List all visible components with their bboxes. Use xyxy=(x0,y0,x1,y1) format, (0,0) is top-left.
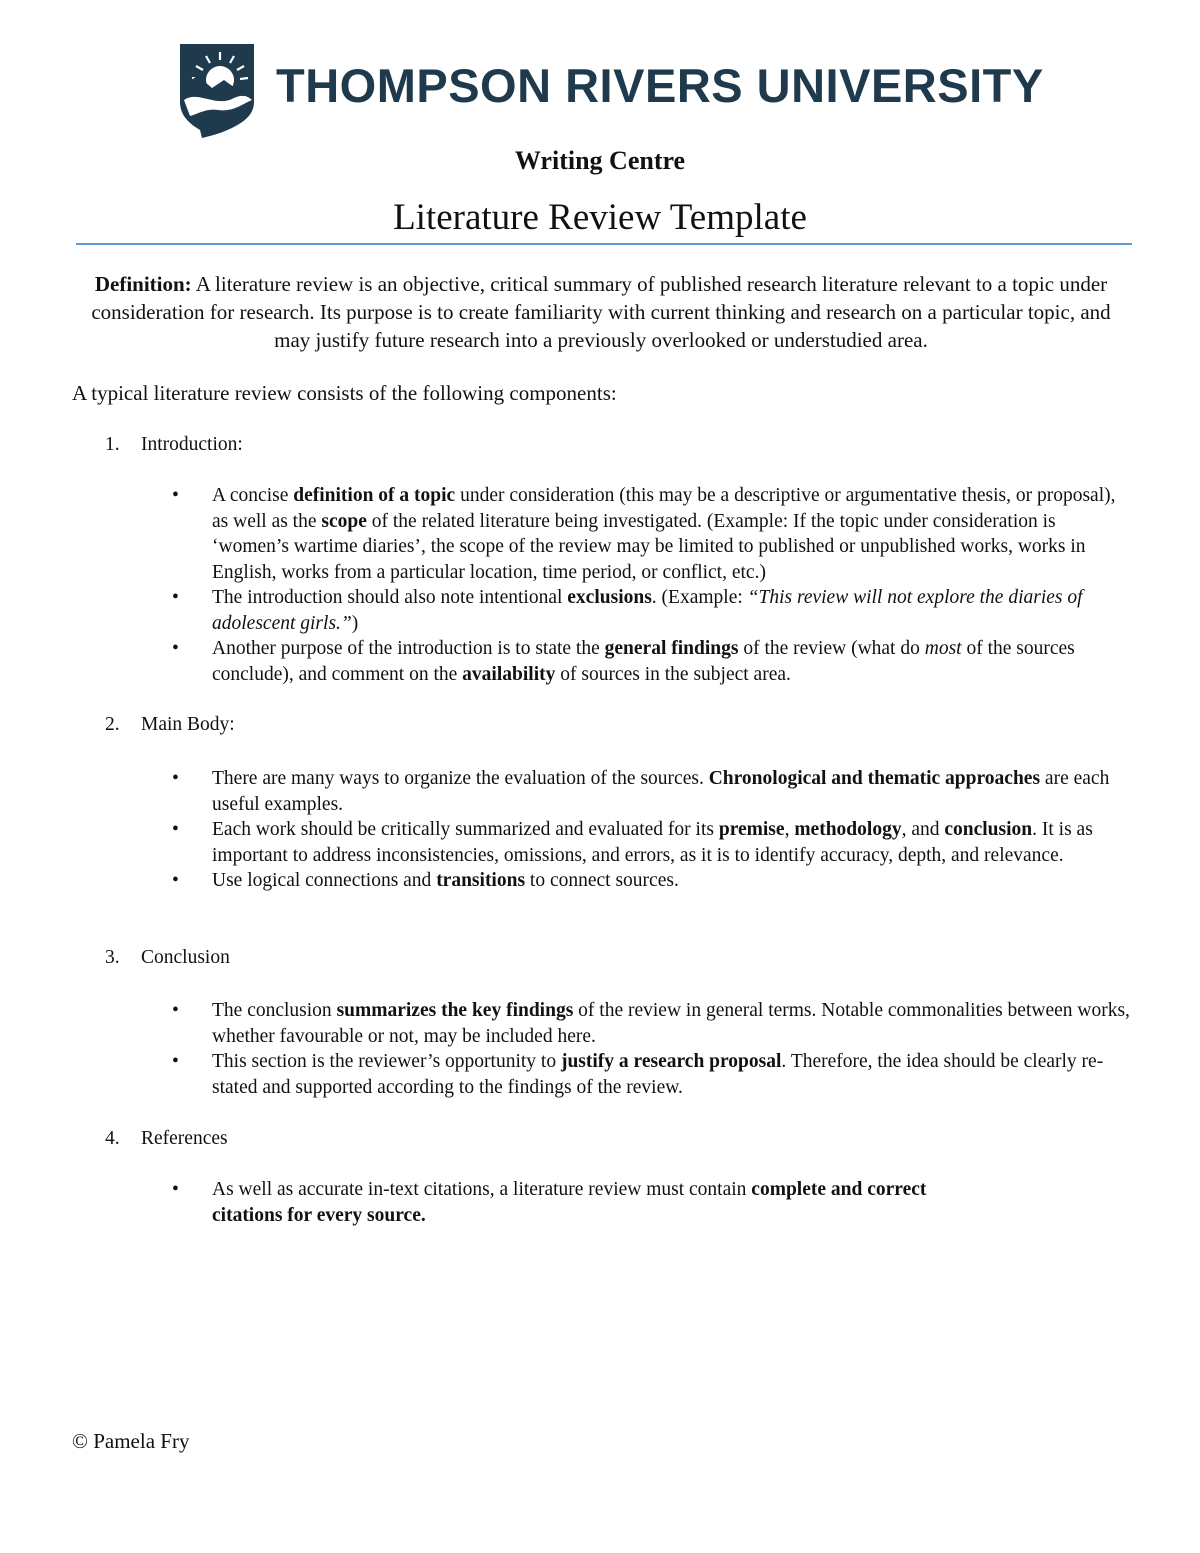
bold-text: availability xyxy=(462,663,556,685)
university-name: THOMPSON RIVERS UNIVERSITY xyxy=(276,59,1044,112)
bullet-text: of the review in general terms. Notable commonalities between works, whether favourable or not, may be included here. xyxy=(212,1000,1130,1047)
bullet-icon: • xyxy=(172,1051,179,1072)
bullet-item xyxy=(172,998,1132,1049)
bullet-text: There are many ways to organize the evaluation of the sources. xyxy=(212,768,709,789)
definition-text: A literature review is an objective, critical summary of published research literature relevant to a topic under consideration for research. Its purpose is to create familiarity with current thinking and research on a particular topic, and may justify future research into a previously overlooked or understudied area. xyxy=(91,272,1111,352)
bold-text: complete and correct citations for every source. xyxy=(212,1179,927,1226)
bullet-text: A concise xyxy=(212,485,294,506)
bullet-text: Each work should be critically summarized and evaluated for its xyxy=(212,819,719,840)
bold-text: Chronological and thematic approaches xyxy=(708,768,1041,789)
italic-text: “This review will not explore the diaries of adolescent girls.” xyxy=(212,587,1083,634)
bullet-text: Use logical connections and xyxy=(212,870,437,891)
bold-text: premise xyxy=(718,819,785,840)
bold-text: general findings xyxy=(604,638,739,659)
section-number: 3. xyxy=(105,947,120,968)
bullet-icon: • xyxy=(172,587,179,608)
italic-text: most xyxy=(924,638,962,659)
bullet-text: As well as accurate in-text citations, a literature review must contain xyxy=(212,1179,752,1200)
bullet-item xyxy=(172,817,1132,868)
bold-text: summarizes the key findings xyxy=(336,1000,574,1021)
copyright-footer: © Pamela Fry xyxy=(72,1429,190,1453)
bold-text: exclusions xyxy=(567,587,652,608)
bullet-icon: • xyxy=(172,1179,179,1200)
section-label: Introduction: xyxy=(141,434,243,455)
bullet-text: The introduction should also note intentional xyxy=(212,587,568,608)
bullet-text: The conclusion xyxy=(212,1000,337,1021)
bullet-item xyxy=(172,585,1132,636)
section-label: Main Body: xyxy=(141,714,235,735)
bullet-text: , xyxy=(784,819,795,840)
bullet-item xyxy=(172,636,1132,687)
bold-text: scope xyxy=(321,510,367,532)
bullet-item xyxy=(172,1049,1132,1100)
bullet-text: . Therefore, the idea should be clearly re-stated and supported according to the findings of the review. xyxy=(212,1051,1104,1098)
definition-paragraph xyxy=(74,270,1128,354)
bullet-text: of the related literature being investigated. (Example: If the topic under consideration is ‘women’s wartime diaries’, the scope of the review may be limited to published or unpublished works, works in English, works from a particular location, time period, or conflict, etc.) xyxy=(212,510,1086,583)
centre-title: Writing Centre xyxy=(514,146,686,175)
bullet-icon: • xyxy=(172,768,179,789)
bullet-list-introduction xyxy=(172,483,1132,687)
bullet-text: of the review (what do xyxy=(738,638,925,659)
shield-logo-icon xyxy=(176,38,258,140)
section-number: 4. xyxy=(105,1128,120,1149)
bullet-text: ) xyxy=(351,612,359,634)
bullet-item xyxy=(172,868,1132,894)
page-title: Literature Review Template xyxy=(393,197,807,238)
bullet-text: This section is the reviewer’s opportunity to xyxy=(212,1051,561,1072)
bold-text: justify a research proposal xyxy=(560,1051,782,1072)
bullet-list-conclusion xyxy=(172,998,1132,1100)
section-number: 2. xyxy=(105,714,120,735)
bullet-list-main-body xyxy=(172,766,1132,894)
bold-text: methodology xyxy=(794,819,902,840)
section-label: Conclusion xyxy=(141,947,230,968)
university-logo xyxy=(176,38,1044,142)
bullet-text: Another purpose of the introduction is to state the xyxy=(212,638,605,659)
bullet-icon: • xyxy=(172,819,179,840)
bullet-icon: • xyxy=(172,870,179,891)
title-divider xyxy=(76,243,1132,245)
bold-text: definition of a topic xyxy=(293,485,456,506)
bullet-text: under consideration (this may be a descriptive or argumentative thesis, or proposal), as well as the xyxy=(212,485,1116,532)
bullet-text: of the sources conclude), and comment on the xyxy=(212,638,1075,685)
bullet-text: of sources in the subject area. xyxy=(555,663,791,685)
section-number: 1. xyxy=(105,434,120,455)
bold-text: transitions xyxy=(436,870,526,891)
definition-label: Definition: xyxy=(94,272,192,296)
bullet-icon: • xyxy=(172,485,179,506)
components-intro: A typical literature review consists of the following components: xyxy=(72,381,617,405)
bullet-item xyxy=(172,766,1132,817)
bullet-text: , and xyxy=(901,819,945,840)
bold-text: conclusion xyxy=(944,819,1033,840)
bullet-item xyxy=(172,483,1132,585)
bullet-icon: • xyxy=(172,1000,179,1021)
bullet-item xyxy=(172,1177,952,1228)
bullet-text: . (Example: xyxy=(651,587,748,608)
section-label: References xyxy=(141,1128,228,1149)
bullet-text: to connect sources. xyxy=(525,870,679,891)
bullet-text: are each useful examples. xyxy=(212,768,1110,815)
bullet-list-references xyxy=(172,1177,952,1228)
bullet-icon: • xyxy=(172,638,179,659)
bullet-text: . It is as important to address inconsistencies, omissions, and errors, as it is to identify accuracy, depth, and relevance. xyxy=(212,819,1093,866)
